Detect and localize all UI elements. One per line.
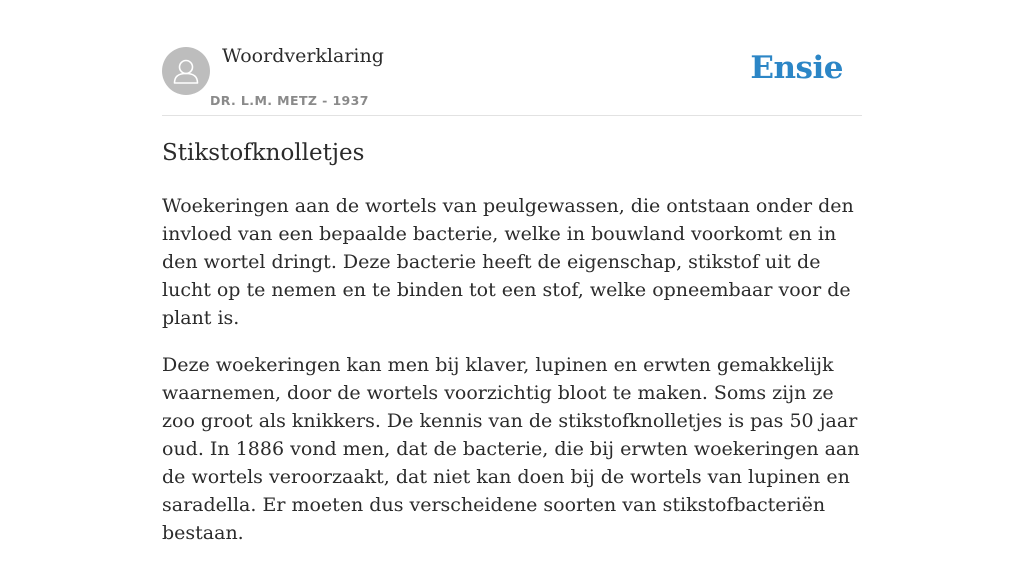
author-avatar[interactable] [162, 47, 210, 95]
brand-logo[interactable]: Ensie [750, 50, 843, 86]
source-title[interactable]: Woordverklaring [222, 45, 384, 67]
entry-body [162, 192, 862, 566]
source-author-year: DR. L.M. METZ - 1937 [210, 93, 369, 108]
entry-title: Stikstofknolletjes [162, 140, 365, 166]
entry-paragraph: Woekeringen aan de wortels van peulgewassen, die ontstaan onder den invloed van een bepaalde bacterie, welke in bouwland voorkomt en in den wortel dringt. Deze bacterie heeft de eigenschap, stikstof uit de lucht op te nemen en te binden tot een stof, welke opneembaar voor de plant is. [162, 195, 854, 329]
entry-header [162, 0, 862, 116]
entry-card [162, 0, 862, 544]
user-icon [162, 47, 210, 95]
entry-paragraph: Deze woekeringen kan men bij klaver, lupinen en erwten gemakkelijk waarnemen, door de wortels voorzichtig bloot te maken. Soms zijn ze zoo groot als knikkers. De kennis van de stikstofknolletjes is pas 50 jaar oud. In 1886 vond men, dat de bacterie, die bij erwten woekeringen aan de wortels veroorzaakt, dat niet kan doen bij de wortels van lupinen en saradella. Er moeten dus verscheidene soorten van stikstofbacteriën bestaan. [162, 354, 860, 544]
